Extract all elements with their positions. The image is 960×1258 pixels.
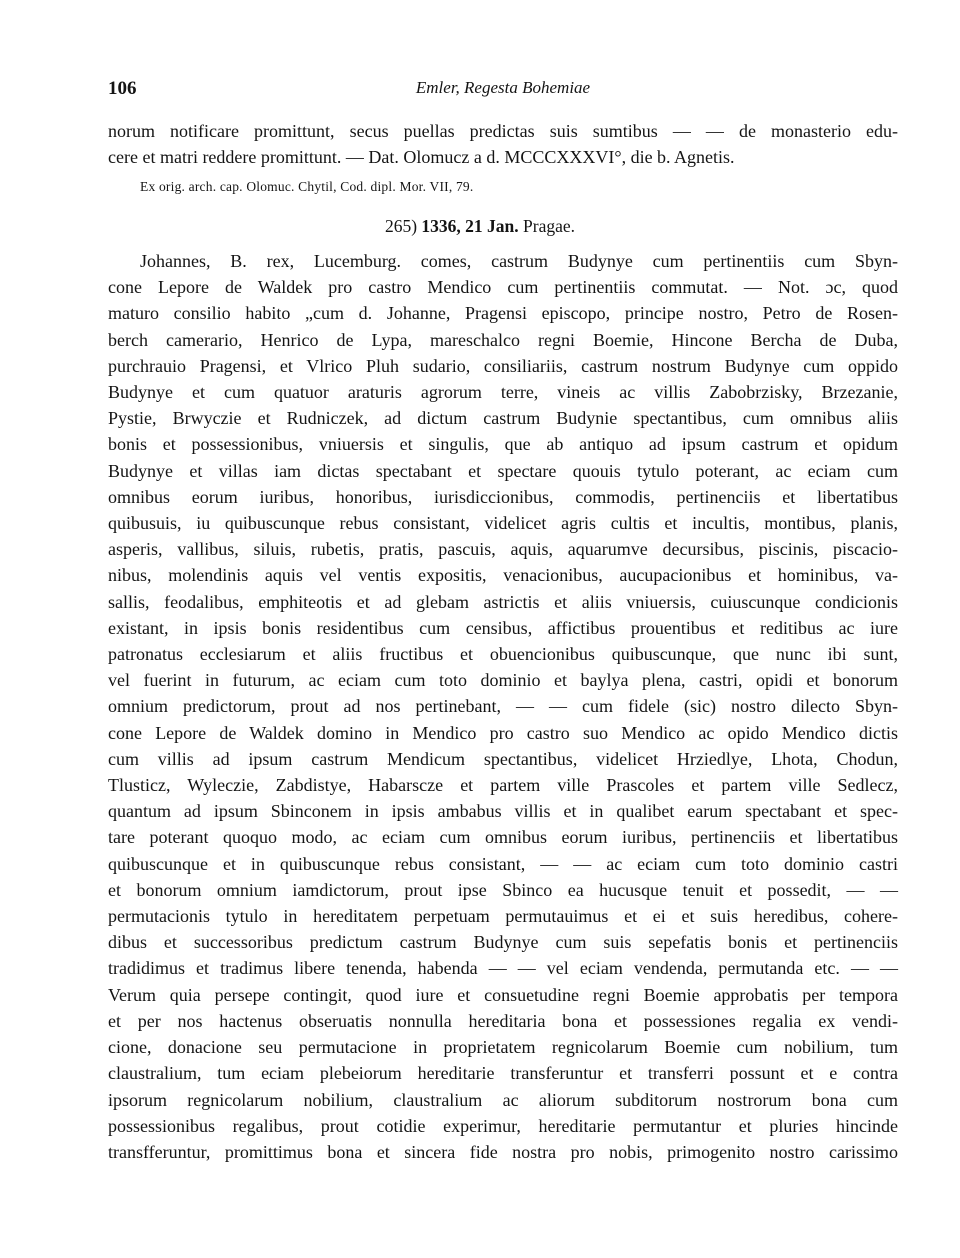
running-head: Emler, Regesta Bohemiae — [415, 78, 591, 97]
text-line: permutacionis tytulo in hereditatem perpetuam permutauimus et ei et suis heredibus, cohere- — [108, 906, 898, 927]
page-number: 106 — [108, 78, 137, 99]
text-line: omnium predictorum, prout ad nos pertinebant, — — cum fidele (sic) nostro dilecto Sbyn- — [108, 696, 898, 717]
source-note: Ex orig. arch. cap. Olomuc. Chytil, Cod. dipl. Mor. VII, 79. — [140, 179, 474, 194]
text-line: ipsorum regnicolarum nobilium, claustralium ac aliorum subditorum nostrorum bona cum — [108, 1089, 898, 1110]
text-line: sallis, feodalibus, emphiteotis et ad glebam astrictis et aliis vniuersis, cuiuscunque condicionis — [108, 591, 898, 612]
text-line: et per nos hactenus obseruatis nonnulla hereditaria bona et possessiones regalia ex vendi- — [108, 1010, 898, 1031]
text-line: possessionibus regalibus, prout cotidie experimur, hereditarie permutantur et pluries hincinde — [108, 1115, 898, 1136]
text-line: bonis et possessionibus, vniuersis et singulis, que ab antiquo ad ipsum castrum et opidum — [108, 434, 898, 455]
text-line: tare poterant quoquo modo, ac eciam cum omnibus eorum iuribus, pertinenciis et libertatibus — [108, 827, 898, 848]
text-line: cum villis ad ipsum castrum Mendicum spectantibus, videlicet Hrziedlye, Lhota, Chodun, — [108, 748, 898, 769]
text-line: claustralium, tum eciam plebeiorum hereditarie transferuntur et transferri possunt et e contra — [108, 1063, 898, 1084]
document-place: Pragae. — [523, 216, 576, 236]
document-number: 265) — [384, 216, 418, 236]
text-line: dibus et successoribus predictum castrum Budynye cum suis sepefatis bonis et pertinenciis — [108, 932, 898, 953]
text-line: maturo consilio habito „cum d. Johanne, Pragensi episcopo, principe nostro, Petro de Rosen- — [108, 303, 898, 324]
text-line: tradidimus et tradimus libere tenenda, habenda — — vel eciam vendenda, permutanda etc. — — — [108, 958, 898, 979]
text-line: nibus, molendinis aquis vel ventis expositis, venacionibus, aucupacionibus et hominibus, va- — [108, 565, 898, 586]
text-line: quibusuis, iu quibuscunque rebus consistant, videlicet agris cultis et incultis, montibus, planis, — [108, 513, 898, 534]
document-body — [108, 248, 898, 1165]
text-line: Budynye et cum quatuor araturis agrorum terre, vineis ac villis Zabobrzisky, Brzezanie, — [108, 382, 898, 403]
text-line: Johannes, B. rex, Lucemburg. comes, castrum Budynye cum pertinentiis cum Sbyn- — [140, 251, 898, 271]
text-line: quibuscunque et in quibuscunque rebus consistant, — — ac eciam cum toto dominio castri — [108, 853, 898, 874]
text-line: Verum quia persepe contingit, quod iure et consuetudine regni Boemie approbatis per tempora — [108, 984, 898, 1005]
text-line: cione, donacione seu permutacione in proprietatem regnicolarum Boemie cum nobilium, tum — [108, 1037, 898, 1058]
text-line: cone Lepore de Waldek domino in Mendico pro castro suo Mendico ac opido Mendico dictis — [108, 722, 898, 743]
text-line: quantum ad ipsum Sbinconem in ipsis ambabus villis et in qualibet earum spectabant et spec- — [108, 801, 898, 822]
text-line: cone Lepore de Waldek pro castro Mendico cum pertinentiis commutat. — Not. ɔc, quod — [108, 277, 898, 298]
text-line: norum notificare promittunt, secus puellas predictas suis sumtibus — — de monasterio edu- — [108, 121, 898, 141]
text-line: purchrauio Pragensi, et Vlrico Pluh sudario, consiliariis, castrum nostrum Budynye cum oppido — [108, 355, 898, 376]
document-date: 1336, 21 Jan. — [421, 216, 519, 236]
document-heading — [0, 216, 960, 237]
intro-text — [108, 118, 898, 170]
text-line: Budynye et villas iam dictas spectabant et spectare quouis tytulo poterant, ac eciam cum — [108, 460, 898, 481]
text-line: vel fuerint in futurum, ac eciam cum toto dominio et baylya plena, castri, opidi et bonorum — [108, 670, 898, 691]
text-line: et bonorum omnium iamdictorum, prout ipse Sbinco ea hucusque tenuit et possedit, — — — [108, 879, 898, 900]
text-line: transfferuntur, promittimus bona et sincera fide nostra pro nobis, primogenito nostro carissimo — [108, 1141, 898, 1162]
text-line: omnibus eorum iuribus, honoribus, iurisdiccionibus, commodis, pertinenciis et libertatibus — [108, 486, 898, 507]
text-line: Pystie, Brwyczie et Rudniczek, ad dictum castrum Budynie spectantibus, cum omnibus aliis — [108, 408, 898, 429]
text-line: cere et matri reddere promittunt. — Dat. Olomucz a d. MCCCXXXVI°, die b. Agnetis. — [108, 147, 735, 168]
text-line: existant, in ipsis bonis residentibus cum censibus, affictibus prouentibus et reditibus ac iure — [108, 617, 898, 638]
text-line: asperis, vallibus, siluis, rubetis, pratis, pascuis, aquis, aquarumve decursibus, piscinis, piscacio- — [108, 539, 898, 560]
text-line: patronatus ecclesiarum et aliis fructibus et obuencionibus quibuscunque, que nunc ibi sunt, — [108, 644, 898, 665]
page-header — [108, 78, 898, 102]
text-line: berch camerario, Henrico de Lypa, mareschalco regni Boemie, Hincone Bercha de Duba, — [108, 329, 898, 350]
text-line: Tlusticz, Wyleczie, Zabdistye, Habarscze et partem ville Prascoles et partem ville Sedlecz, — [108, 775, 898, 796]
